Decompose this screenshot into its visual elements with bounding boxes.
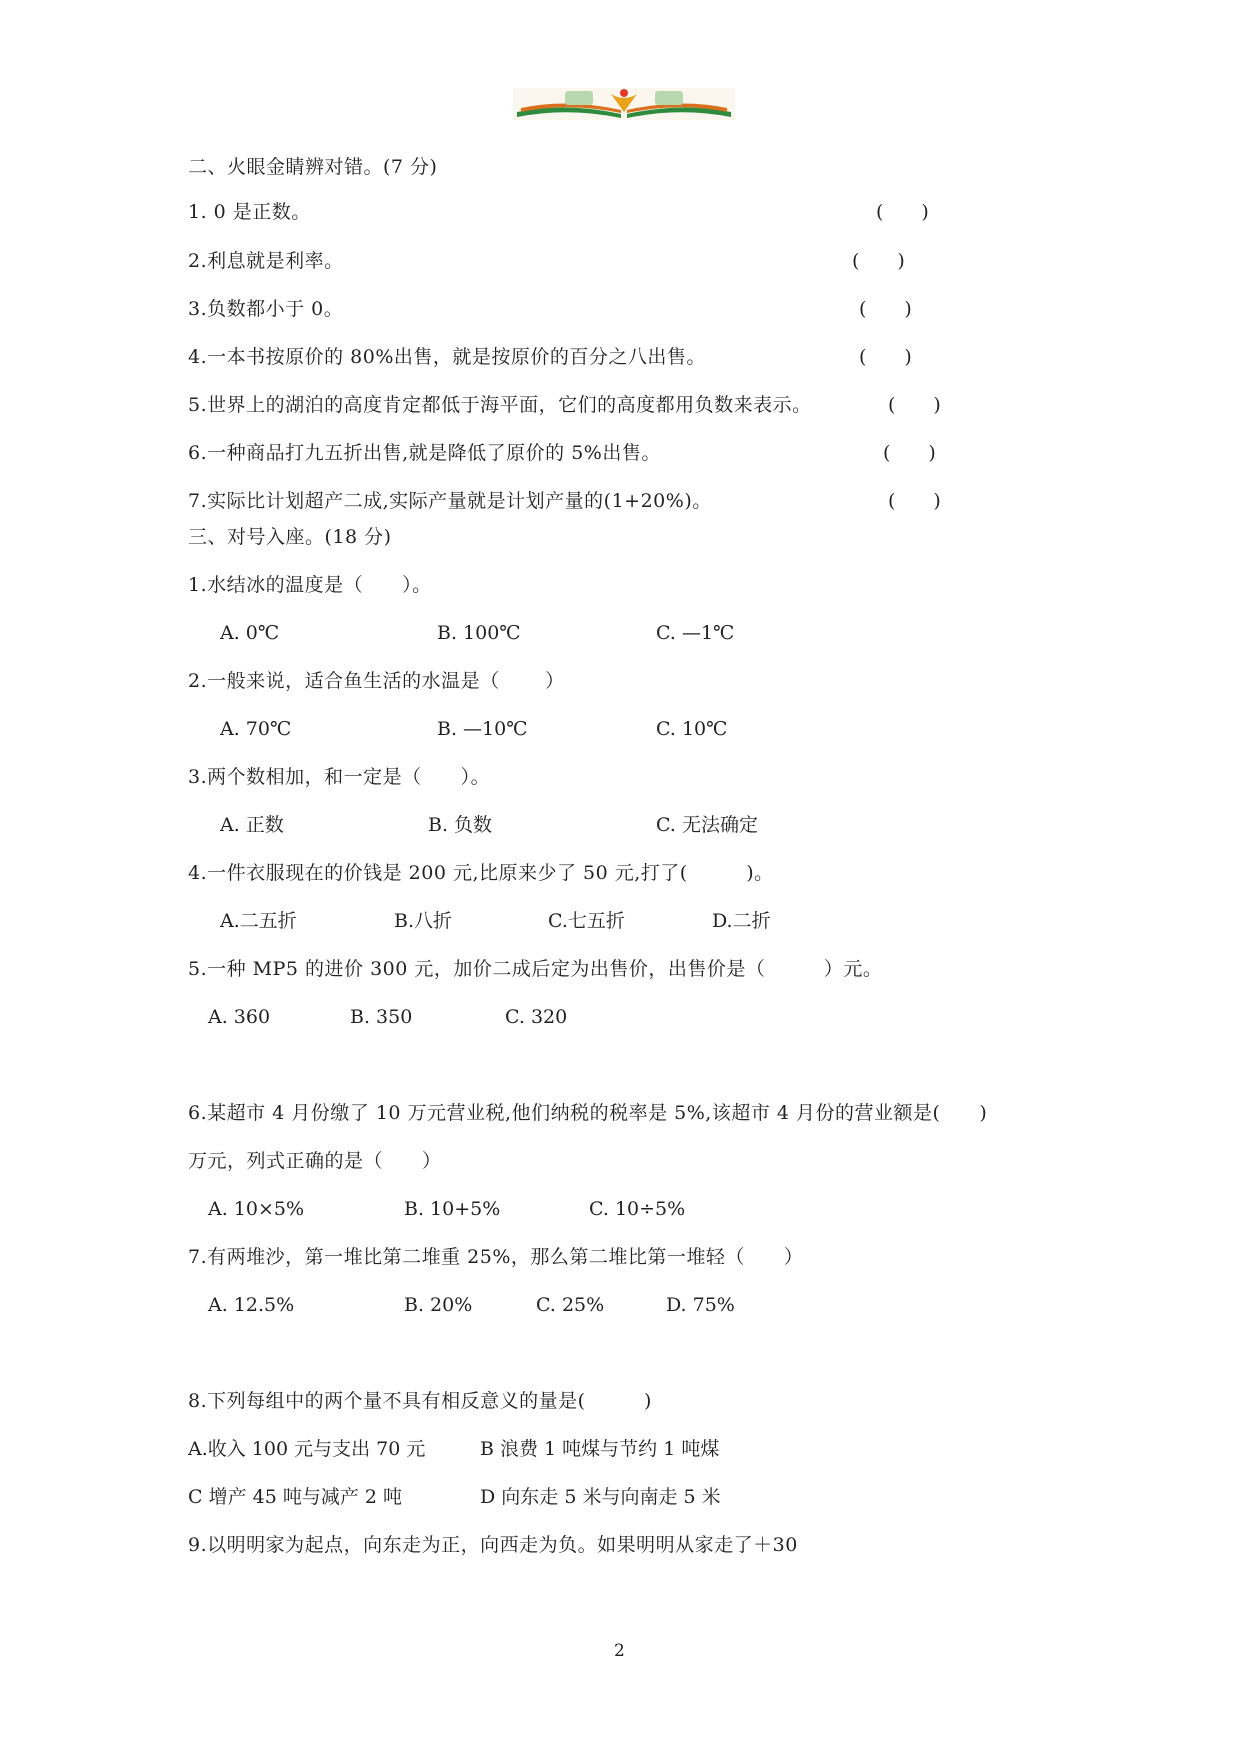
s2-item-2: 2.利息就是利率。 [188, 250, 344, 272]
s3-q2-option-a[interactable]: A. 70℃ [220, 718, 292, 740]
s3-q7-option-c[interactable]: C. 25% [536, 1294, 605, 1316]
s3-q1-option-a[interactable]: A. 0℃ [220, 622, 280, 644]
s3-q1-option-c[interactable]: C. —1℃ [656, 622, 735, 644]
s3-q2-option-b[interactable]: B. —10℃ [437, 718, 528, 740]
s3-q4-option-a[interactable]: A.二五折 [220, 910, 297, 932]
s3-question-8: 8.下列每组中的两个量不具有相反意义的量是( ) [188, 1390, 652, 1412]
page-number: 2 [614, 1641, 625, 1661]
s3-question-1: 1.水结冰的温度是（ ）。 [188, 574, 432, 596]
s3-q8-option-a[interactable]: A.收入 100 元与支出 70 元 [188, 1438, 426, 1460]
s3-q8-option-d[interactable]: D 向东走 5 米与向南走 5 米 [480, 1486, 721, 1508]
s2-answer-3[interactable]: ( ) [859, 298, 912, 320]
s3-q4-option-d[interactable]: D.二折 [712, 910, 771, 932]
section-3-title: 三、对号入座。(18 分) [188, 526, 392, 548]
s3-q5-option-b[interactable]: B. 350 [350, 1006, 413, 1028]
s2-item-5: 5.世界上的湖泊的高度肯定都低于海平面，它们的高度都用负数来表示。 [188, 394, 812, 416]
s2-item-7: 7.实际比计划超产二成,实际产量就是计划产量的(1+20%)。 [188, 490, 712, 512]
s2-answer-1[interactable]: ( ) [876, 201, 929, 223]
s2-item-6: 6.一种商品打九五折出售,就是降低了原价的 5%出售。 [188, 442, 661, 464]
s3-q1-option-b[interactable]: B. 100℃ [437, 622, 521, 644]
s3-question-4: 4.一件衣服现在的价钱是 200 元,比原来少了 50 元,打了( )。 [188, 862, 774, 884]
s3-question-5: 5.一种 MP5 的进价 300 元，加价二成后定为出售价，出售价是（ ）元。 [188, 958, 883, 980]
s3-q3-option-c[interactable]: C. 无法确定 [656, 814, 758, 836]
s2-answer-4[interactable]: ( ) [859, 346, 912, 368]
s3-question-9: 9.以明明家为起点，向东走为正，向西走为负。如果明明从家走了＋30 [188, 1534, 798, 1556]
s2-answer-7[interactable]: ( ) [888, 490, 941, 512]
s3-q3-option-a[interactable]: A. 正数 [220, 814, 284, 836]
s2-item-3: 3.负数都小于 0。 [188, 298, 344, 320]
s3-q4-option-c[interactable]: C.七五折 [548, 910, 625, 932]
s3-q2-option-c[interactable]: C. 10℃ [656, 718, 728, 740]
s3-question-6: 6.某超市 4 月份缴了 10 万元营业税,他们纳税的税率是 5%,该超市 4 月份的营业额是( ) [188, 1102, 988, 1124]
s3-q5-option-c[interactable]: C. 320 [505, 1006, 568, 1028]
s3-question-3: 3.两个数相加，和一定是（ ）。 [188, 766, 491, 788]
s3-question-2: 2.一般来说，适合鱼生活的水温是（ ） [188, 670, 565, 692]
s3-q7-option-b[interactable]: B. 20% [404, 1294, 473, 1316]
s3-q7-option-d[interactable]: D. 75% [666, 1294, 735, 1316]
s3-q7-option-a[interactable]: A. 12.5% [208, 1294, 295, 1316]
s2-answer-2[interactable]: ( ) [852, 250, 905, 272]
s3-q6-option-b[interactable]: B. 10+5% [404, 1198, 501, 1220]
s3-q5-option-a[interactable]: A. 360 [208, 1006, 271, 1028]
s2-item-1: 1. 0 是正数。 [188, 201, 311, 223]
s3-question-6-continued: 万元，列式正确的是（ ） [188, 1150, 442, 1172]
s2-answer-6[interactable]: ( ) [883, 442, 936, 464]
s3-q6-option-c[interactable]: C. 10÷5% [589, 1198, 686, 1220]
s3-q8-option-c[interactable]: C 增产 45 吨与减产 2 吨 [188, 1486, 403, 1508]
s3-q6-option-a[interactable]: A. 10×5% [208, 1198, 305, 1220]
s3-q4-option-b[interactable]: B.八折 [394, 910, 453, 932]
book-logo [513, 88, 735, 120]
s2-item-4: 4.一本书按原价的 80%出售，就是按原价的百分之八出售。 [188, 346, 706, 368]
s2-answer-5[interactable]: ( ) [888, 394, 941, 416]
s3-q8-option-b[interactable]: B 浪费 1 吨煤与节约 1 吨煤 [480, 1438, 720, 1460]
section-2-title: 二、火眼金睛辨对错。(7 分) [188, 156, 438, 178]
s3-question-7: 7.有两堆沙，第一堆比第二堆重 25%，那么第二堆比第一堆轻（ ） [188, 1246, 804, 1268]
s3-q3-option-b[interactable]: B. 负数 [428, 814, 493, 836]
